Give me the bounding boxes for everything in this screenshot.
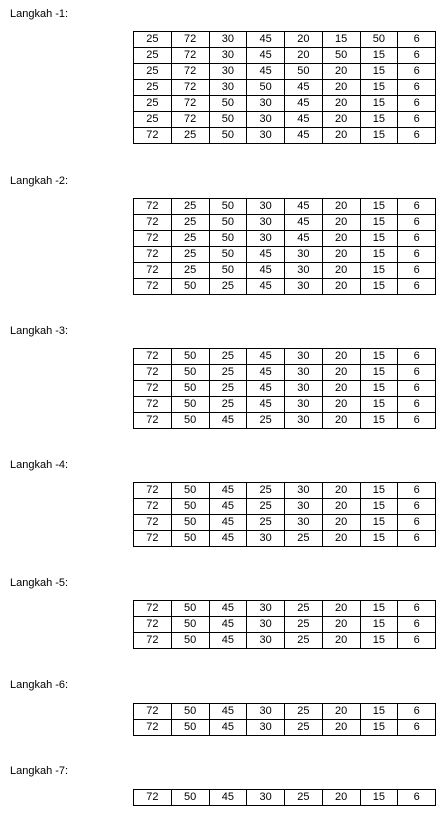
table-cell: 72 bbox=[134, 263, 172, 279]
step-label: Langkah -2: bbox=[10, 175, 69, 187]
table-cell: 6 bbox=[398, 279, 436, 295]
table-cell: 30 bbox=[285, 381, 323, 397]
table-cell: 6 bbox=[398, 112, 436, 128]
table-cell: 50 bbox=[171, 704, 209, 720]
table-cell: 50 bbox=[171, 413, 209, 429]
table-cell: 30 bbox=[285, 413, 323, 429]
table-cell: 25 bbox=[171, 199, 209, 215]
table-cell: 6 bbox=[398, 231, 436, 247]
table-cell: 20 bbox=[322, 381, 360, 397]
table-cell: 15 bbox=[322, 32, 360, 48]
table-cell: 20 bbox=[322, 215, 360, 231]
table-cell: 25 bbox=[285, 617, 323, 633]
table-cell: 15 bbox=[360, 381, 398, 397]
table-cell: 72 bbox=[134, 633, 172, 649]
table-cell: 25 bbox=[285, 720, 323, 736]
table-row bbox=[134, 199, 436, 215]
table-cell: 72 bbox=[171, 32, 209, 48]
step-table bbox=[133, 31, 436, 144]
table-cell: 72 bbox=[134, 601, 172, 617]
table-cell: 6 bbox=[398, 633, 436, 649]
table-cell: 30 bbox=[247, 720, 285, 736]
table-cell: 72 bbox=[134, 365, 172, 381]
table-row bbox=[134, 349, 436, 365]
table-cell: 45 bbox=[209, 790, 247, 806]
table-cell: 25 bbox=[285, 633, 323, 649]
table-cell: 72 bbox=[134, 704, 172, 720]
table-cell: 50 bbox=[209, 199, 247, 215]
table-cell: 15 bbox=[360, 199, 398, 215]
table-cell: 50 bbox=[285, 64, 323, 80]
step-table bbox=[133, 198, 436, 295]
table-cell: 45 bbox=[247, 381, 285, 397]
table-cell: 25 bbox=[209, 381, 247, 397]
table-cell: 20 bbox=[322, 413, 360, 429]
table-cell: 15 bbox=[360, 633, 398, 649]
table-cell: 15 bbox=[360, 263, 398, 279]
table-cell: 6 bbox=[398, 720, 436, 736]
table-cell: 72 bbox=[134, 199, 172, 215]
table-cell: 72 bbox=[134, 617, 172, 633]
table-cell: 20 bbox=[322, 531, 360, 547]
table-cell: 30 bbox=[285, 247, 323, 263]
step-table bbox=[133, 348, 436, 429]
table-cell: 72 bbox=[134, 231, 172, 247]
table-cell: 45 bbox=[247, 279, 285, 295]
table-row bbox=[134, 704, 436, 720]
table-cell: 6 bbox=[398, 128, 436, 144]
table-cell: 72 bbox=[134, 483, 172, 499]
table-cell: 15 bbox=[360, 515, 398, 531]
table-cell: 50 bbox=[209, 231, 247, 247]
table-cell: 6 bbox=[398, 215, 436, 231]
table-cell: 20 bbox=[322, 397, 360, 413]
table-cell: 25 bbox=[285, 531, 323, 547]
table-cell: 6 bbox=[398, 601, 436, 617]
table-cell: 6 bbox=[398, 64, 436, 80]
table-cell: 15 bbox=[360, 48, 398, 64]
table-row bbox=[134, 617, 436, 633]
step-table bbox=[133, 703, 436, 736]
table-cell: 72 bbox=[171, 112, 209, 128]
table-row bbox=[134, 128, 436, 144]
table-cell: 15 bbox=[360, 96, 398, 112]
table-cell: 20 bbox=[322, 279, 360, 295]
step-label: Langkah -1: bbox=[10, 8, 69, 20]
table-row bbox=[134, 80, 436, 96]
table-cell: 15 bbox=[360, 112, 398, 128]
table-cell: 50 bbox=[209, 112, 247, 128]
table-cell: 45 bbox=[209, 720, 247, 736]
table-cell: 15 bbox=[360, 231, 398, 247]
table-cell: 25 bbox=[209, 349, 247, 365]
table-cell: 20 bbox=[322, 64, 360, 80]
table-cell: 45 bbox=[209, 601, 247, 617]
table-cell: 20 bbox=[322, 720, 360, 736]
table-cell: 25 bbox=[209, 397, 247, 413]
table-cell: 50 bbox=[171, 483, 209, 499]
table-cell: 6 bbox=[398, 617, 436, 633]
table-cell: 15 bbox=[360, 499, 398, 515]
table-cell: 45 bbox=[209, 531, 247, 547]
table-cell: 20 bbox=[285, 32, 323, 48]
table-cell: 15 bbox=[360, 279, 398, 295]
table-cell: 30 bbox=[285, 397, 323, 413]
table-cell: 25 bbox=[134, 64, 172, 80]
table-row bbox=[134, 96, 436, 112]
table-cell: 72 bbox=[134, 128, 172, 144]
table-cell: 45 bbox=[247, 64, 285, 80]
table-cell: 72 bbox=[171, 64, 209, 80]
table-row bbox=[134, 790, 436, 806]
table-cell: 6 bbox=[398, 349, 436, 365]
table-cell: 20 bbox=[322, 231, 360, 247]
table-cell: 25 bbox=[171, 247, 209, 263]
table-cell: 6 bbox=[398, 704, 436, 720]
table-cell: 20 bbox=[322, 515, 360, 531]
table-cell: 30 bbox=[209, 32, 247, 48]
table-cell: 15 bbox=[360, 247, 398, 263]
table-cell: 50 bbox=[209, 96, 247, 112]
table-cell: 15 bbox=[360, 531, 398, 547]
table-cell: 30 bbox=[285, 483, 323, 499]
table-cell: 50 bbox=[171, 279, 209, 295]
table-cell: 45 bbox=[209, 617, 247, 633]
table-cell: 30 bbox=[247, 617, 285, 633]
table-cell: 20 bbox=[285, 48, 323, 64]
table-cell: 45 bbox=[247, 247, 285, 263]
table-cell: 15 bbox=[360, 397, 398, 413]
table-cell: 50 bbox=[171, 633, 209, 649]
table-cell: 50 bbox=[209, 247, 247, 263]
table-row bbox=[134, 601, 436, 617]
table-cell: 30 bbox=[209, 64, 247, 80]
table-cell: 6 bbox=[398, 48, 436, 64]
table-row bbox=[134, 263, 436, 279]
table-cell: 45 bbox=[285, 199, 323, 215]
table-row bbox=[134, 720, 436, 736]
table-row bbox=[134, 231, 436, 247]
table-cell: 30 bbox=[285, 365, 323, 381]
table-cell: 30 bbox=[247, 128, 285, 144]
table-cell: 6 bbox=[398, 499, 436, 515]
step-table bbox=[133, 789, 436, 806]
table-cell: 50 bbox=[209, 128, 247, 144]
table-cell: 15 bbox=[360, 365, 398, 381]
table-cell: 45 bbox=[247, 349, 285, 365]
table-cell: 50 bbox=[171, 499, 209, 515]
table-cell: 45 bbox=[285, 128, 323, 144]
table-cell: 20 bbox=[322, 617, 360, 633]
table-cell: 6 bbox=[398, 32, 436, 48]
table-cell: 15 bbox=[360, 349, 398, 365]
table-cell: 20 bbox=[322, 263, 360, 279]
table-cell: 15 bbox=[360, 128, 398, 144]
table-cell: 25 bbox=[209, 279, 247, 295]
table-cell: 50 bbox=[171, 515, 209, 531]
table-cell: 25 bbox=[134, 48, 172, 64]
table-cell: 25 bbox=[134, 80, 172, 96]
table-row bbox=[134, 531, 436, 547]
table-cell: 6 bbox=[398, 483, 436, 499]
table-cell: 30 bbox=[247, 531, 285, 547]
table-row bbox=[134, 112, 436, 128]
table-cell: 45 bbox=[285, 80, 323, 96]
table-cell: 20 bbox=[322, 199, 360, 215]
table-cell: 25 bbox=[247, 483, 285, 499]
table-cell: 50 bbox=[247, 80, 285, 96]
table-cell: 45 bbox=[247, 397, 285, 413]
table-cell: 72 bbox=[134, 413, 172, 429]
table-cell: 30 bbox=[209, 80, 247, 96]
table-cell: 25 bbox=[134, 96, 172, 112]
table-row bbox=[134, 413, 436, 429]
step-label: Langkah -4: bbox=[10, 459, 69, 471]
table-cell: 25 bbox=[285, 790, 323, 806]
table-cell: 20 bbox=[322, 80, 360, 96]
table-row bbox=[134, 215, 436, 231]
table-cell: 30 bbox=[247, 633, 285, 649]
table-cell: 15 bbox=[360, 413, 398, 429]
table-cell: 50 bbox=[209, 263, 247, 279]
table-cell: 72 bbox=[134, 349, 172, 365]
table-cell: 45 bbox=[209, 483, 247, 499]
table-cell: 20 bbox=[322, 790, 360, 806]
table-cell: 50 bbox=[171, 349, 209, 365]
table-cell: 20 bbox=[322, 96, 360, 112]
table-cell: 30 bbox=[285, 263, 323, 279]
table-cell: 50 bbox=[360, 32, 398, 48]
table-cell: 25 bbox=[285, 704, 323, 720]
step-label: Langkah -5: bbox=[10, 577, 69, 589]
table-cell: 20 bbox=[322, 247, 360, 263]
table-cell: 6 bbox=[398, 199, 436, 215]
table-cell: 25 bbox=[171, 215, 209, 231]
table-row bbox=[134, 633, 436, 649]
table-cell: 30 bbox=[247, 215, 285, 231]
table-row bbox=[134, 32, 436, 48]
table-cell: 45 bbox=[285, 96, 323, 112]
table-cell: 30 bbox=[247, 112, 285, 128]
table-cell: 6 bbox=[398, 365, 436, 381]
table-cell: 50 bbox=[171, 617, 209, 633]
table-cell: 20 bbox=[322, 633, 360, 649]
table-row bbox=[134, 64, 436, 80]
table-cell: 72 bbox=[134, 515, 172, 531]
table-cell: 50 bbox=[171, 365, 209, 381]
table-cell: 6 bbox=[398, 397, 436, 413]
table-cell: 45 bbox=[285, 112, 323, 128]
table-cell: 15 bbox=[360, 64, 398, 80]
table-cell: 50 bbox=[171, 397, 209, 413]
table-cell: 45 bbox=[209, 633, 247, 649]
table-cell: 15 bbox=[360, 720, 398, 736]
table-cell: 45 bbox=[285, 231, 323, 247]
table-cell: 6 bbox=[398, 515, 436, 531]
table-cell: 6 bbox=[398, 790, 436, 806]
table-cell: 72 bbox=[134, 381, 172, 397]
table-cell: 6 bbox=[398, 96, 436, 112]
table-cell: 25 bbox=[134, 112, 172, 128]
table-row bbox=[134, 365, 436, 381]
table-cell: 72 bbox=[134, 499, 172, 515]
table-cell: 72 bbox=[134, 790, 172, 806]
table-cell: 15 bbox=[360, 617, 398, 633]
table-cell: 45 bbox=[209, 515, 247, 531]
table-cell: 30 bbox=[247, 790, 285, 806]
table-cell: 72 bbox=[171, 48, 209, 64]
table-cell: 45 bbox=[247, 263, 285, 279]
table-cell: 50 bbox=[171, 790, 209, 806]
table-row bbox=[134, 397, 436, 413]
table-cell: 72 bbox=[134, 215, 172, 231]
table-cell: 45 bbox=[209, 704, 247, 720]
table-cell: 15 bbox=[360, 80, 398, 96]
table-cell: 25 bbox=[247, 413, 285, 429]
table-row bbox=[134, 483, 436, 499]
table-cell: 30 bbox=[285, 499, 323, 515]
table-cell: 30 bbox=[285, 279, 323, 295]
table-cell: 25 bbox=[209, 365, 247, 381]
table-cell: 30 bbox=[285, 349, 323, 365]
table-cell: 45 bbox=[247, 48, 285, 64]
table-cell: 30 bbox=[247, 601, 285, 617]
table-cell: 30 bbox=[247, 199, 285, 215]
table-cell: 6 bbox=[398, 247, 436, 263]
table-cell: 20 bbox=[322, 704, 360, 720]
table-cell: 45 bbox=[247, 365, 285, 381]
table-cell: 72 bbox=[134, 720, 172, 736]
table-cell: 20 bbox=[322, 112, 360, 128]
table-cell: 45 bbox=[247, 32, 285, 48]
table-cell: 15 bbox=[360, 790, 398, 806]
table-cell: 20 bbox=[322, 128, 360, 144]
step-table bbox=[133, 600, 436, 649]
table-cell: 30 bbox=[247, 96, 285, 112]
table-row bbox=[134, 48, 436, 64]
table-cell: 30 bbox=[247, 704, 285, 720]
table-cell: 20 bbox=[322, 365, 360, 381]
step-table bbox=[133, 482, 436, 547]
table-cell: 15 bbox=[360, 601, 398, 617]
table-cell: 72 bbox=[134, 397, 172, 413]
table-cell: 50 bbox=[171, 601, 209, 617]
table-row bbox=[134, 279, 436, 295]
table-cell: 72 bbox=[171, 80, 209, 96]
table-cell: 50 bbox=[209, 215, 247, 231]
table-cell: 45 bbox=[285, 215, 323, 231]
table-cell: 50 bbox=[171, 381, 209, 397]
table-cell: 6 bbox=[398, 80, 436, 96]
table-cell: 15 bbox=[360, 215, 398, 231]
table-cell: 25 bbox=[171, 231, 209, 247]
step-label: Langkah -6: bbox=[10, 679, 69, 691]
table-cell: 6 bbox=[398, 413, 436, 429]
table-cell: 25 bbox=[171, 128, 209, 144]
table-cell: 50 bbox=[171, 720, 209, 736]
table-cell: 15 bbox=[360, 483, 398, 499]
table-row bbox=[134, 515, 436, 531]
table-cell: 25 bbox=[134, 32, 172, 48]
table-cell: 20 bbox=[322, 349, 360, 365]
table-cell: 20 bbox=[322, 601, 360, 617]
table-cell: 25 bbox=[247, 515, 285, 531]
table-cell: 15 bbox=[360, 704, 398, 720]
table-cell: 6 bbox=[398, 531, 436, 547]
step-label: Langkah -7: bbox=[10, 765, 69, 777]
table-cell: 6 bbox=[398, 263, 436, 279]
table-cell: 25 bbox=[247, 499, 285, 515]
table-cell: 25 bbox=[171, 263, 209, 279]
table-cell: 72 bbox=[134, 247, 172, 263]
step-label: Langkah -3: bbox=[10, 325, 69, 337]
table-cell: 30 bbox=[285, 515, 323, 531]
table-row bbox=[134, 381, 436, 397]
table-cell: 72 bbox=[171, 96, 209, 112]
table-cell: 50 bbox=[322, 48, 360, 64]
table-cell: 50 bbox=[171, 531, 209, 547]
table-cell: 72 bbox=[134, 279, 172, 295]
table-cell: 45 bbox=[209, 499, 247, 515]
table-row bbox=[134, 499, 436, 515]
table-cell: 20 bbox=[322, 483, 360, 499]
table-cell: 30 bbox=[247, 231, 285, 247]
table-cell: 6 bbox=[398, 381, 436, 397]
table-cell: 72 bbox=[134, 531, 172, 547]
table-cell: 20 bbox=[322, 499, 360, 515]
table-cell: 45 bbox=[209, 413, 247, 429]
table-cell: 30 bbox=[209, 48, 247, 64]
table-row bbox=[134, 247, 436, 263]
table-cell: 25 bbox=[285, 601, 323, 617]
